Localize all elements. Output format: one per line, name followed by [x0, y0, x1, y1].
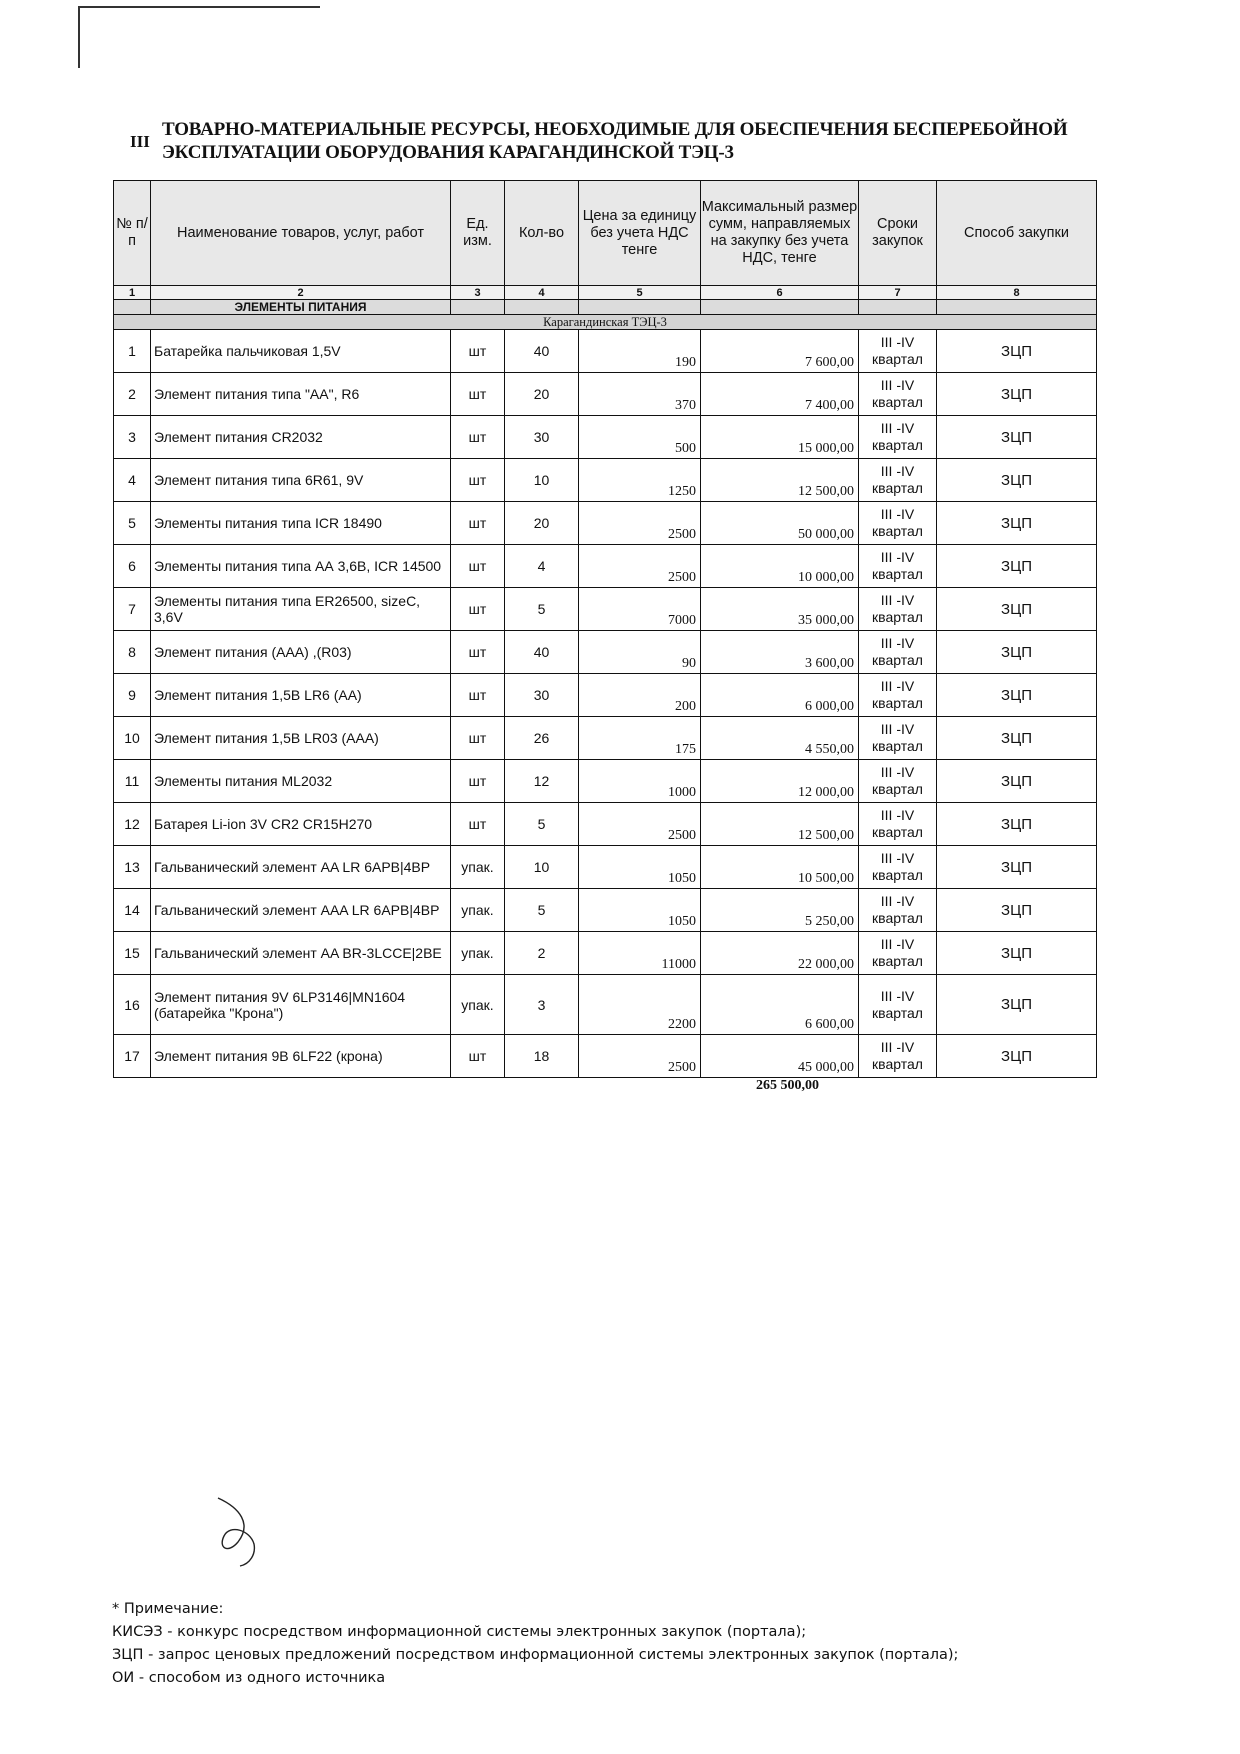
table-row — [114, 502, 1097, 545]
row-number: 13 — [114, 846, 151, 889]
item-quantity: 12 — [505, 760, 579, 803]
item-unit-price: 7000 — [579, 588, 701, 631]
item-procurement-term: III -IV квартал — [859, 459, 937, 502]
item-max-sum: 6 000,00 — [701, 674, 859, 717]
header-no: № п/п — [114, 181, 151, 286]
row-number: 6 — [114, 545, 151, 588]
corner-scan-mark — [78, 6, 320, 68]
header-price: Цена за единицу без учета НДС тенге — [579, 181, 701, 286]
item-procurement-term: III -IV квартал — [859, 760, 937, 803]
site-row — [114, 315, 1097, 330]
note-line: КИСЭЗ - конкурс посредством информационной системы электронных закупок (портала); — [112, 1624, 807, 1640]
header-unit: Ед. изм. — [451, 181, 505, 286]
item-unit-price: 2200 — [579, 975, 701, 1035]
row-number: 2 — [114, 373, 151, 416]
item-name: Элементы питания типа АА 3,6В, ICR 14500 — [151, 545, 451, 588]
column-number: 5 — [579, 286, 701, 300]
item-name: Элемент питания (ААА) ,(R03) — [151, 631, 451, 674]
table-row — [114, 1035, 1097, 1078]
item-unit: шт — [451, 674, 505, 717]
item-procurement-term: III -IV квартал — [859, 889, 937, 932]
row-number: 5 — [114, 502, 151, 545]
item-procurement-method: ЗЦП — [937, 373, 1097, 416]
item-unit: упак. — [451, 889, 505, 932]
item-name: Батарея Li-ion 3V CR2 CR15H270 — [151, 803, 451, 846]
item-max-sum: 50 000,00 — [701, 502, 859, 545]
item-quantity: 20 — [505, 502, 579, 545]
item-procurement-method: ЗЦП — [937, 846, 1097, 889]
item-unit-price: 1050 — [579, 846, 701, 889]
item-procurement-term: III -IV квартал — [859, 846, 937, 889]
header-method: Способ закупки — [937, 181, 1097, 286]
column-number-row — [114, 286, 1097, 300]
item-name: Элемент питания 9V 6LP3146|MN1604 (батарейка "Крона") — [151, 975, 451, 1035]
note-line: ЗЦП - запрос ценовых предложений посредством информационной системы электронных закупок (портала); — [112, 1647, 959, 1663]
item-max-sum: 3 600,00 — [701, 631, 859, 674]
row-number: 10 — [114, 717, 151, 760]
item-unit-price: 11000 — [579, 932, 701, 975]
table-row — [114, 330, 1097, 373]
item-max-sum: 7 400,00 — [701, 373, 859, 416]
column-number: 4 — [505, 286, 579, 300]
table-row — [114, 373, 1097, 416]
item-max-sum: 5 250,00 — [701, 889, 859, 932]
item-procurement-term: III -IV квартал — [859, 975, 937, 1035]
column-number: 8 — [937, 286, 1097, 300]
item-unit: шт — [451, 717, 505, 760]
item-procurement-term: III -IV квартал — [859, 373, 937, 416]
item-unit: шт — [451, 760, 505, 803]
item-procurement-term: III -IV квартал — [859, 1035, 937, 1078]
item-quantity: 5 — [505, 803, 579, 846]
item-procurement-method: ЗЦП — [937, 459, 1097, 502]
item-procurement-method: ЗЦП — [937, 502, 1097, 545]
item-unit-price: 90 — [579, 631, 701, 674]
item-unit-price: 190 — [579, 330, 701, 373]
header-term: Сроки закупок — [859, 181, 937, 286]
note-line: ОИ - способом из одного источника — [112, 1670, 386, 1686]
row-number: 9 — [114, 674, 151, 717]
table-row — [114, 975, 1097, 1035]
item-quantity: 18 — [505, 1035, 579, 1078]
item-procurement-method: ЗЦП — [937, 760, 1097, 803]
group-label: ЭЛЕМЕНТЫ ПИТАНИЯ — [151, 300, 451, 315]
table-row — [114, 932, 1097, 975]
section-number: III — [130, 132, 150, 151]
table-row — [114, 588, 1097, 631]
row-number: 7 — [114, 588, 151, 631]
item-quantity: 5 — [505, 889, 579, 932]
item-unit-price: 175 — [579, 717, 701, 760]
table-row — [114, 760, 1097, 803]
table-row — [114, 416, 1097, 459]
item-name: Гальванический элемент AA LR 6APB|4BP — [151, 846, 451, 889]
item-unit: упак. — [451, 846, 505, 889]
item-name: Гальванический элемент AA BR-3LCCE|2BE — [151, 932, 451, 975]
table-row — [114, 846, 1097, 889]
item-unit: шт — [451, 416, 505, 459]
item-unit-price: 2500 — [579, 502, 701, 545]
item-name: Элементы питания типа ICR 18490 — [151, 502, 451, 545]
item-max-sum: 22 000,00 — [701, 932, 859, 975]
item-quantity: 2 — [505, 932, 579, 975]
item-procurement-term: III -IV квартал — [859, 803, 937, 846]
note-heading: * Примечание: — [112, 1601, 224, 1617]
item-unit-price: 1250 — [579, 459, 701, 502]
column-number: 6 — [701, 286, 859, 300]
header-qty: Кол-во — [505, 181, 579, 286]
item-max-sum: 4 550,00 — [701, 717, 859, 760]
row-number: 17 — [114, 1035, 151, 1078]
item-procurement-method: ЗЦП — [937, 588, 1097, 631]
column-number: 1 — [114, 286, 151, 300]
item-procurement-term: III -IV квартал — [859, 588, 937, 631]
item-name: Гальванический элемент AAA LR 6APB|4BP — [151, 889, 451, 932]
item-unit: шт — [451, 545, 505, 588]
item-quantity: 20 — [505, 373, 579, 416]
document-title: ТОВАРНО-МАТЕРИАЛЬНЫЕ РЕСУРСЫ, НЕОБХОДИМЫЕ ДЛЯ ОБЕСПЕЧЕНИЯ БЕСПЕРЕБОЙНОЙ ЭКСПЛУАТАЦИИ ОБОРУДОВАНИЯ КАРАГАНДИНСКОЙ ТЭЦ-3 — [162, 119, 1068, 163]
item-max-sum: 6 600,00 — [701, 975, 859, 1035]
item-unit-price: 1050 — [579, 889, 701, 932]
column-number: 2 — [151, 286, 451, 300]
item-procurement-method: ЗЦП — [937, 889, 1097, 932]
item-max-sum: 12 500,00 — [701, 459, 859, 502]
item-unit-price: 1000 — [579, 760, 701, 803]
item-name: Элементы питания типа ER26500, sizeC, 3,6V — [151, 588, 451, 631]
table-row — [114, 631, 1097, 674]
item-name: Элемент питания 1,5В LR6 (АА) — [151, 674, 451, 717]
item-unit: шт — [451, 502, 505, 545]
row-number: 15 — [114, 932, 151, 975]
item-quantity: 10 — [505, 459, 579, 502]
table-row — [114, 545, 1097, 588]
column-number: 7 — [859, 286, 937, 300]
item-quantity: 40 — [505, 330, 579, 373]
item-max-sum: 10 000,00 — [701, 545, 859, 588]
item-unit: шт — [451, 373, 505, 416]
table-row — [114, 889, 1097, 932]
row-number: 11 — [114, 760, 151, 803]
item-procurement-term: III -IV квартал — [859, 502, 937, 545]
item-unit: шт — [451, 588, 505, 631]
item-unit: шт — [451, 330, 505, 373]
item-procurement-method: ЗЦП — [937, 330, 1097, 373]
item-procurement-term: III -IV квартал — [859, 330, 937, 373]
item-unit-price: 370 — [579, 373, 701, 416]
item-procurement-method: ЗЦП — [937, 416, 1097, 459]
item-unit: упак. — [451, 975, 505, 1035]
item-procurement-method: ЗЦП — [937, 803, 1097, 846]
item-quantity: 30 — [505, 674, 579, 717]
row-number: 4 — [114, 459, 151, 502]
header-sum: Максимальный размер сумм, направляемых на закупку без учета НДС, тенге — [701, 181, 859, 286]
item-procurement-method: ЗЦП — [937, 545, 1097, 588]
item-procurement-term: III -IV квартал — [859, 717, 937, 760]
item-max-sum: 35 000,00 — [701, 588, 859, 631]
item-unit-price: 2500 — [579, 803, 701, 846]
item-unit: шт — [451, 459, 505, 502]
item-name: Элементы питания ML2032 — [151, 760, 451, 803]
item-unit: упак. — [451, 932, 505, 975]
notes-block — [112, 1598, 958, 1690]
item-unit-price: 2500 — [579, 545, 701, 588]
row-number: 8 — [114, 631, 151, 674]
column-number: 3 — [451, 286, 505, 300]
item-max-sum: 45 000,00 — [701, 1035, 859, 1078]
item-procurement-term: III -IV квартал — [859, 932, 937, 975]
table-row — [114, 459, 1097, 502]
item-max-sum: 10 500,00 — [701, 846, 859, 889]
item-procurement-method: ЗЦП — [937, 932, 1097, 975]
item-procurement-method: ЗЦП — [937, 717, 1097, 760]
item-procurement-term: III -IV квартал — [859, 674, 937, 717]
item-procurement-term: III -IV квартал — [859, 631, 937, 674]
group-row — [114, 300, 1097, 315]
item-unit-price: 2500 — [579, 1035, 701, 1078]
row-number: 16 — [114, 975, 151, 1035]
item-name: Элемент питания 9В 6LF22 (крона) — [151, 1035, 451, 1078]
row-number: 3 — [114, 416, 151, 459]
procurement-table — [113, 180, 1097, 1078]
item-name: Элемент питания CR2032 — [151, 416, 451, 459]
item-max-sum: 12 000,00 — [701, 760, 859, 803]
row-number: 1 — [114, 330, 151, 373]
item-name: Элемент питания 1,5В LR03 (ААА) — [151, 717, 451, 760]
item-procurement-term: III -IV квартал — [859, 545, 937, 588]
item-procurement-method: ЗЦП — [937, 975, 1097, 1035]
table-row — [114, 803, 1097, 846]
item-quantity: 10 — [505, 846, 579, 889]
item-procurement-method: ЗЦП — [937, 631, 1097, 674]
site-label: Карагандинская ТЭЦ-3 — [114, 315, 1097, 330]
item-quantity: 40 — [505, 631, 579, 674]
item-unit-price: 500 — [579, 416, 701, 459]
item-unit-price: 200 — [579, 674, 701, 717]
item-procurement-term: III -IV квартал — [859, 416, 937, 459]
item-quantity: 5 — [505, 588, 579, 631]
table-row — [114, 717, 1097, 760]
item-quantity: 30 — [505, 416, 579, 459]
item-unit: шт — [451, 803, 505, 846]
item-name: Элемент питания типа 6R61, 9V — [151, 459, 451, 502]
row-number: 12 — [114, 803, 151, 846]
item-procurement-method: ЗЦП — [937, 1035, 1097, 1078]
item-quantity: 26 — [505, 717, 579, 760]
item-max-sum: 15 000,00 — [701, 416, 859, 459]
item-procurement-method: ЗЦП — [937, 674, 1097, 717]
item-unit: шт — [451, 1035, 505, 1078]
item-max-sum: 12 500,00 — [701, 803, 859, 846]
grand-total: 265 500,00 — [756, 1078, 819, 1093]
table-row — [114, 674, 1097, 717]
item-quantity: 4 — [505, 545, 579, 588]
signature-mark — [210, 1490, 290, 1570]
row-number: 14 — [114, 889, 151, 932]
item-max-sum: 7 600,00 — [701, 330, 859, 373]
header-name: Наименование товаров, услуг, работ — [151, 181, 451, 286]
item-name: Батарейка пальчиковая 1,5V — [151, 330, 451, 373]
item-quantity: 3 — [505, 975, 579, 1035]
header-row — [114, 181, 1097, 286]
item-unit: шт — [451, 631, 505, 674]
item-name: Элемент питания типа "АА", R6 — [151, 373, 451, 416]
